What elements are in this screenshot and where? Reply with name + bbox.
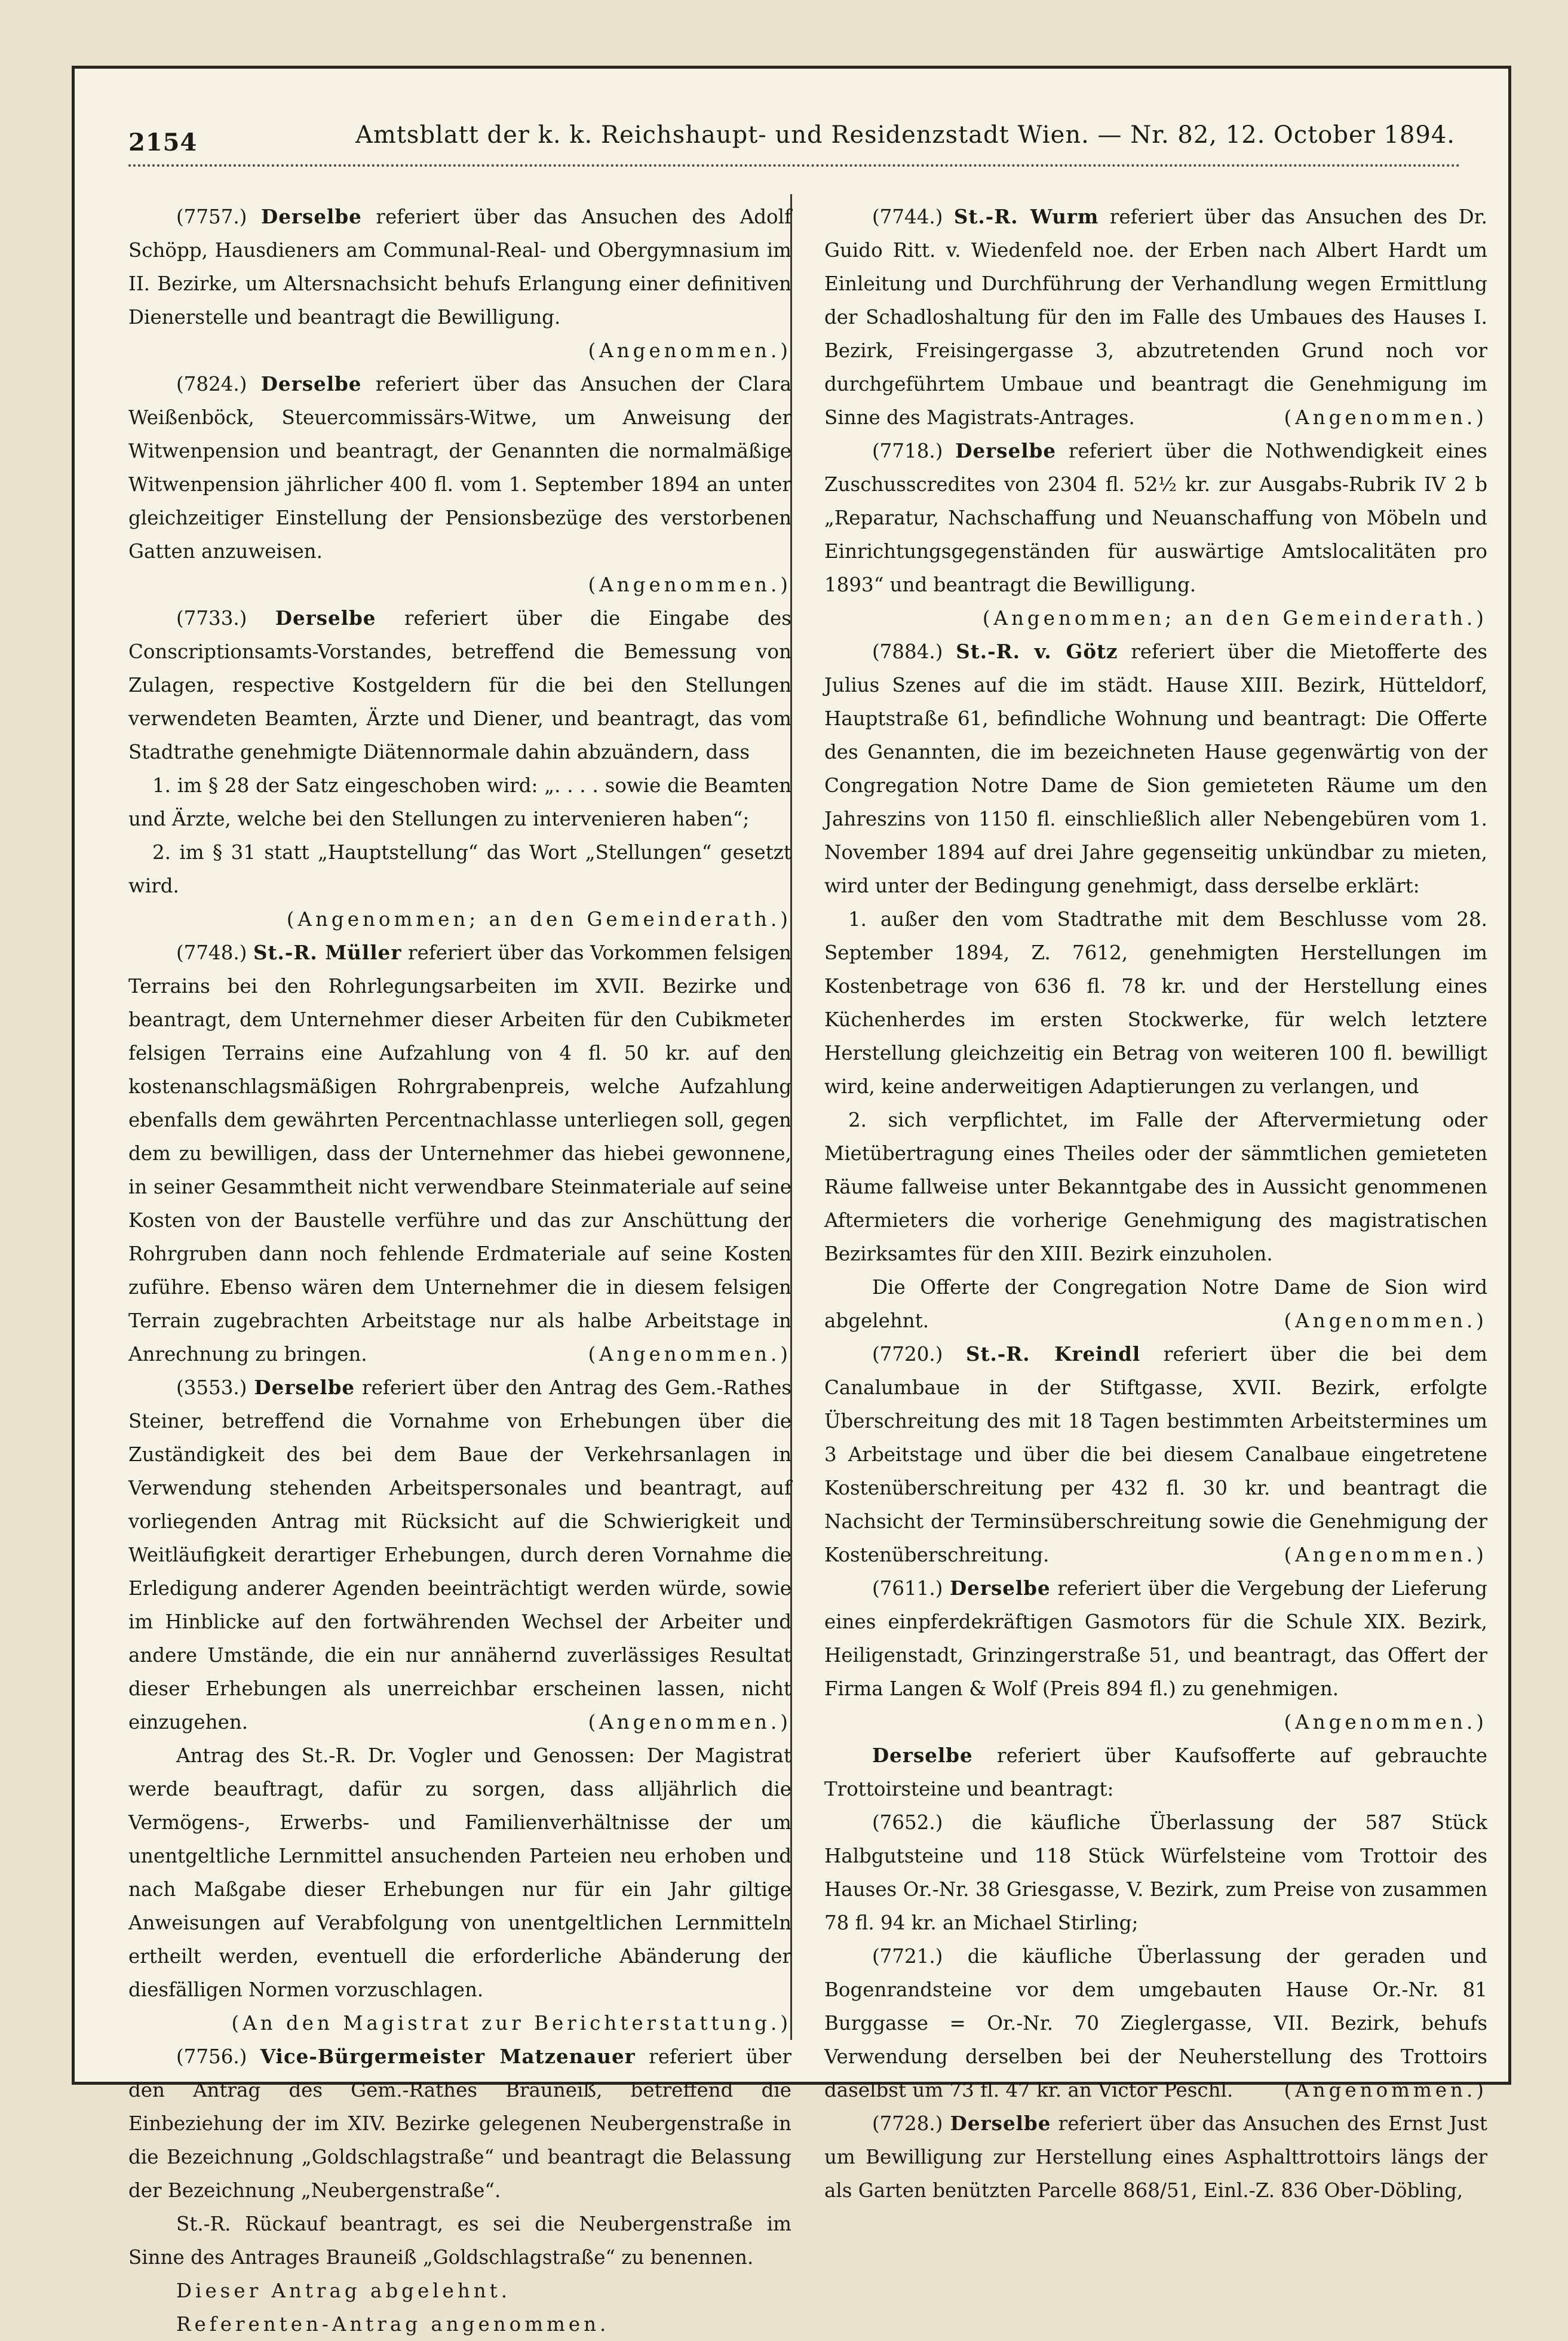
- resolution: (Angenommen.): [1284, 1711, 1487, 1733]
- newspaper-page: [72, 66, 1511, 2336]
- entry-7756: (7756.) Vice-Bürgermeister Matzenauer referiert über den Antrag des Gem.-Rathes Brauneiß, betreffend die Einbeziehung der im XIV. Bezirke gelegenen Neubergenstraße in die Bezeichnung „Goldschlagstraße“ und beantragt die Belassung der Bezeichnung „Neubergenstraße“.: [128, 2045, 791, 2202]
- entry-7721: (7721.) die käufliche Überlassung der geraden und Bogenrandsteine vor dem umgebauten Hause Or.-Nr. 81 Burggasse = Or.-Nr. 70 Zieglergasse, VII. Bezirk, behufs Verwendung derselben bei der Neuherstellung des Trottoirs daselbst um 73 fl. 47 kr. an Victor Peschl. (Angenommen.): [824, 1940, 1487, 2107]
- entry-7611: (7611.) Derselbe referiert über die Vergebung der Lieferung eines einpferdekräftigen Gasmotors für die Schule XIX. Bezirk, Heiligenstadt, Grinzingerstraße 51, und beantragt, das Offert der Firma Langen & Wolf (Preis 894 fl.) zu genehmigen.: [824, 1576, 1487, 1700]
- entry-kaufsofferte: Derselbe referiert über Kaufsofferte auf gebrauchte Trottoirsteine und beantragt:: [824, 1744, 1487, 1800]
- entry-3553: (3553.) Derselbe referiert über den Antrag des Gem.-Rathes Steiner, betreffend die Vornahme von Erhebungen über die Zuständigkeit des bei dem Baue der Verkehrsanlagen in Verwendung stehenden Arbeitspersonales und beantragt, auf vorliegenden Antrag mit Rücksicht auf die Schwierigkeit und Weitläufigkeit derartiger Erhebungen, durch deren Vornahme die Erledigung anderer Agenden beeinträchtigt werden würde, sowie im Hinblicke auf den fortwährenden Wechsel der Arbeiter und andere Umstände, die ein nur annähernd zuverlässiges Resultat dieser Erhebungen als unerreichbar erscheinen lassen, nicht einzugehen. (Angenommen.): [128, 1371, 791, 1739]
- resolution: (Angenommen.): [1284, 1544, 1487, 1566]
- entry-7756-accepted: Referenten-Antrag angenommen.: [176, 2313, 610, 2336]
- entry-7744: (7744.) St.-R. Wurm referiert über das Ansuchen des Dr. Guido Ritt. v. Wiedenfeld noe. der Erben nach Albert Hardt um Einleitung und Durchführung der Verhandlung wegen Ermittlung der Schadloshaltung für den im Falle des Umbaues des Hauses I. Bezirk, Freisingergasse 3, abzutretenden Grund noch vor durchgeführtem Umbaue und beantragt die Genehmigung im Sinne des Magistrats-Antrages. (Angenommen.): [824, 200, 1487, 434]
- resolution: (Angenommen.): [588, 1711, 791, 1733]
- resolution: (Angenommen.): [588, 573, 791, 596]
- left-column: [128, 200, 791, 2341]
- resolution: (Angenommen; an den Gemeinderath.): [286, 908, 791, 931]
- entry-7824: (7824.) Derselbe referiert über das Ansuchen der Clara Weißenböck, Steuercommissärs-Witwe, um Anweisung der Witwenpension und beantragt, der Genannten die normalmäßige Witwenpension jährlicher 400 fl. vom 1. September 1894 an unter gleichzeitiger Einstellung der Pensionsbezüge des verstorbenen Gatten anzuweisen.: [128, 372, 791, 563]
- page-number: 2154: [128, 128, 198, 157]
- resolution: (Angenommen.): [1284, 1309, 1487, 1332]
- entry-7756-rejected: Dieser Antrag abgelehnt.: [176, 2279, 511, 2302]
- resolution: (Angenommen.): [1284, 406, 1487, 429]
- entry-7733-item-2: 2. im § 31 statt „Hauptstellung“ das Wort „Stellungen“ gesetzt wird.: [128, 841, 791, 897]
- resolution: (Angenommen.): [1284, 2079, 1487, 2101]
- entry-7884-offer: Die Offerte der Congregation Notre Dame de Sion wird abgelehnt. (Angenommen.): [824, 1271, 1487, 1337]
- resolution: (Angenommen; an den Gemeinderath.): [982, 607, 1487, 630]
- entry-7733: (7733.) Derselbe referiert über die Eingabe des Conscriptionsamts-Vorstandes, betreffend die Bemessung von Zulagen, respective Kostgeldern für die bei den Stellungen verwendeten Beamten, Ärzte und Diener, und beantragt, das vom Stadtrathe genehmigte Diätennormale dahin abzuändern, dass: [128, 606, 791, 763]
- right-column: [824, 200, 1487, 2207]
- entry-7757: (7757.) Derselbe referiert über das Ansuchen des Adolf Schöpp, Hausdieners am Communal-Real- und Obergymnasium im II. Bezirke, um Altersnachsicht behufs Erlangung einer definitiven Dienerstelle und beantragt die Bewilligung. (Angenommen.): [128, 200, 791, 334]
- page-header: [128, 121, 1455, 157]
- entry-7728: (7728.) Derselbe referiert über das Ansuchen des Ernst Just um Bewilligung zur Herstellung eines Asphalttrottoirs längs der als Garten benützten Parcelle 868/51, Einl.-Z. 836 Ober-Döbling,: [824, 2112, 1487, 2202]
- entry-7756-counter-motion: St.-R. Rückauf beantragt, es sei die Neubergenstraße im Sinne des Antrages Brauneiß „Goldschlagstraße“ zu benennen.: [128, 2213, 791, 2269]
- entry-7748: (7748.) St.-R. Müller referiert über das Vorkommen felsigen Terrains bei den Rohrlegungsarbeiten im XVII. Bezirke und beantragt, dem Unternehmer dieser Arbeiten für den Cubikmeter felsigen Terrains eine Aufzahlung von 4 fl. 50 kr. auf den kostenanschlagsmäßigen Rohrgrabenpreis, welche Aufzahlung ebenfalls dem gewährten Percentnachlasse unterliegen soll, gegen dem zu bewilligen, dass der Unternehmer das hiebei gewonnene, in seiner Gesammtheit nicht verwendbare Steinmateriale auf seine Kosten von der Baustelle verführe und das zur Anschüttung der Rohrgruben dann noch fehlende Erdmateriale auf seine Kosten zuführe. Ebenso wären dem Unternehmer die in diesem felsigen Terrain zugebrachten Arbeitstage nur als halbe Arbeitstage in Anrechnung zu bringen. (Angenommen.): [128, 936, 791, 1371]
- running-head: Amtsblatt der k. k. Reichshaupt- und Residenzstadt Wien. — Nr. 82, 12. October 1894.: [355, 121, 1456, 149]
- entry-7720: (7720.) St.-R. Kreindl referiert über die bei dem Canalumbaue in der Stiftgasse, XVII. Bezirk, erfolgte Überschreitung des mit 18 Tagen bestimmten Arbeitstermines um 3 Arbeitstage und über die bei diesem Canalbaue eingetretene Kostenüberschreitung per 432 fl. 30 kr. und beantragt die Nachsicht der Terminsüberschreitung sowie die Genehmigung der Kostenüberschreitung. (Angenommen.): [824, 1337, 1487, 1572]
- entry-7652: (7652.) die käufliche Überlassung der 587 Stück Halbgutsteine und 118 Stück Würfelsteine vom Trottoir des Hauses Or.-Nr. 38 Griesgasse, V. Bezirk, zum Preise von zusammen 78 fl. 94 kr. an Michael Stirling;: [824, 1811, 1487, 1934]
- header-rule: [128, 164, 1460, 167]
- entry-7884-item-2: 2. sich verpflichtet, im Falle der Aftervermietung oder Mietübertragung eines Theiles oder der sämmtlichen gemieteten Räume fallweise unter Bekanntgabe des in Aussicht genommenen Aftermieters die vorherige Genehmigung des magistratischen Bezirksamtes für den XIII. Bezirk einzuholen.: [824, 1109, 1487, 1265]
- resolution: (Angenommen.): [588, 1343, 791, 1366]
- resolution: (An den Magistrat zur Berichterstattung.): [231, 2012, 791, 2035]
- resolution: (Angenommen.): [588, 339, 791, 362]
- entry-7733-item-1: 1. im § 28 der Satz eingeschoben wird: „. . . . sowie die Beamten und Ärzte, welche bei den Stellungen zu intervenieren haben“;: [128, 774, 791, 830]
- entry-vogler-motion: Antrag des St.-R. Dr. Vogler und Genossen: Der Magistrat werde beauftragt, dafür zu sorgen, dass alljährlich die Vermögens-, Erwerbs- und Familienverhältnisse der um unentgeltliche Lernmittel ansuchenden Parteien neu erhoben und nach Maßgabe dieser Erhebungen nur für ein Jahr giltige Anweisungen auf Verabfolgung von unentgeltlichen Lernmitteln ertheilt werden, eventuell die erforderliche Abänderung der diesfälligen Normen vorzuschlagen.: [128, 1744, 791, 2001]
- entry-7718: (7718.) Derselbe referiert über die Nothwendigkeit eines Zuschusscredites von 2304 fl. 52½ kr. zur Ausgabs-Rubrik IV 2 b „Reparatur, Nachschaffung und Neuanschaffung von Möbeln und Einrichtungsgegenständen für auswärtige Amtslocalitäten pro 1893“ und beantragt die Bewilligung. (Angenommen; an den Gemeinderath.): [824, 434, 1487, 602]
- entry-7884: (7884.) St.-R. v. Götz referiert über die Mietofferte des Julius Szenes auf die im städt. Hause XIII. Bezirk, Hütteldorf, Hauptstraße 61, befindliche Wohnung und beantragt: Die Offerte des Genannten, die im bezeichneten Hause gegenwärtig von der Congregation Notre Dame de Sion gemieteten Räume um den Jahreszins von 1150 fl. einschließlich aller Nebengebüren vom 1. November 1894 auf drei Jahre gegenseitig unkündbar zu mieten, wird unter der Bedingung genehmigt, dass derselbe erklärt:: [824, 640, 1487, 897]
- entry-7884-item-1: 1. außer den vom Stadtrathe mit dem Beschlusse vom 28. September 1894, Z. 7612, genehmigten Herstellungen im Kostenbetrage von 636 fl. 78 kr. und der Herstellung eines Küchenherdes im ersten Stockwerke, für welch letztere Herstellung gleichzeitig ein Betrag von weiteren 100 fl. bewilligt wird, keine anderweitigen Adaptierungen zu verlangen, und: [824, 908, 1487, 1098]
